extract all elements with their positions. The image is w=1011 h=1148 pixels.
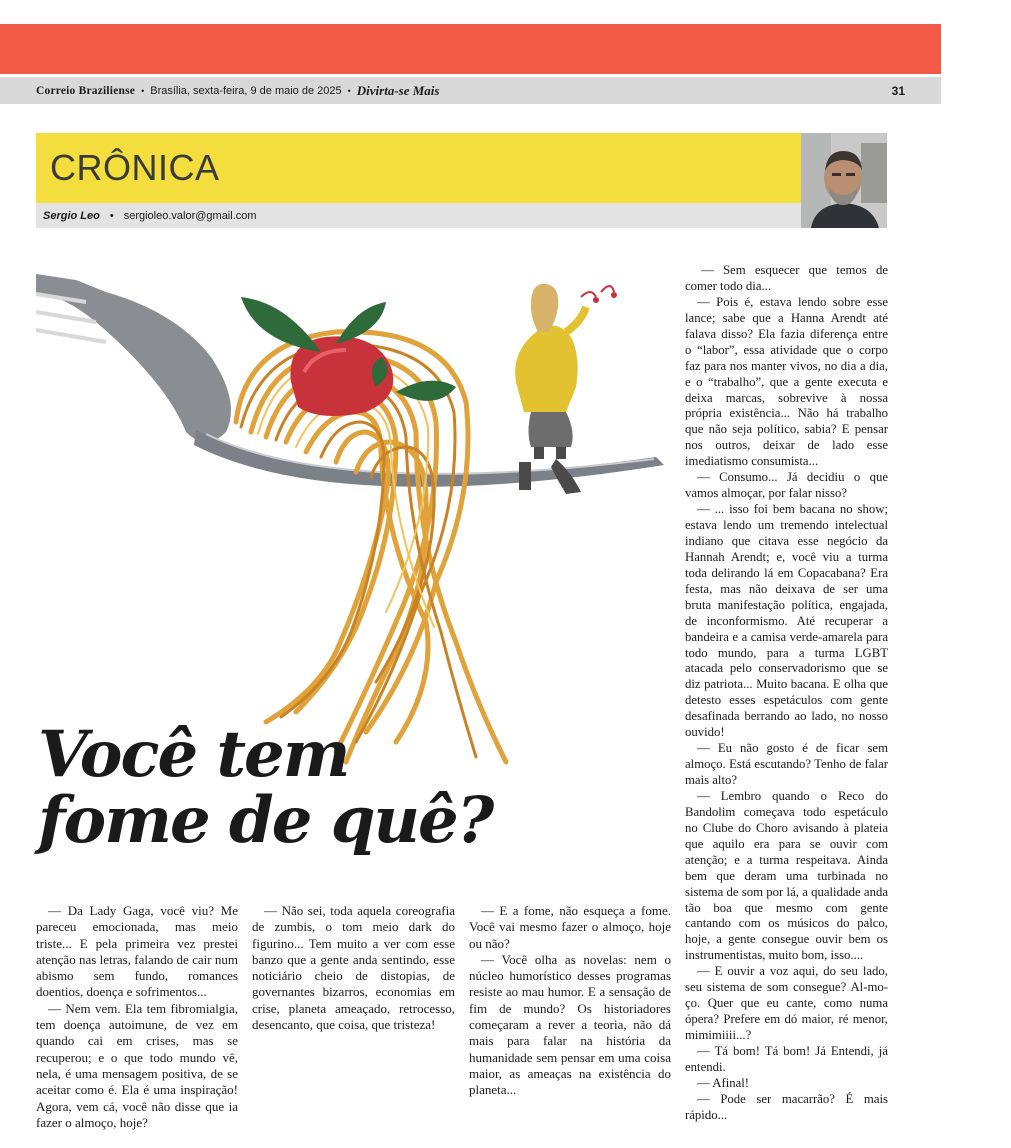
author-byline	[36, 203, 801, 228]
article-paragraph: — Sem esquecer que temos de comer todo dia...	[685, 263, 888, 293]
bullet-separator: •	[109, 209, 114, 222]
text-column-1	[36, 903, 238, 1131]
author-photo	[801, 133, 887, 228]
music-note-icon	[581, 286, 614, 297]
author-portrait-image	[801, 133, 887, 228]
article-paragraph: — Não sei, toda aquela coreografia de zumbis, o tom meio dark do figurino... Tem muito a ver com esse banzo que a gente anda sentindo, esse noticiário cheio de distopias, de governantes bizarros, economias em crise, planeta ameaçado, retrocesso, desencanto, que coisa, que tristeza!	[252, 903, 455, 1033]
headline-line-2: fome de quê?	[38, 783, 493, 858]
dateline: Brasília, sexta-feira, 9 de maio de 2025	[150, 84, 342, 97]
article-paragraph: — Da Lady Gaga, você viu? Me pareceu emocionada, mas meio triste... E pela primeira vez prestei atenção nas letras, falando de cair num abismo sem fundo, romances doentios, doença e sofrimentos...	[36, 903, 238, 1000]
article-paragraph: — Nem vem. Ela tem fibromialgia, tem doença autoimune, de vez em quando cai em crises, mas se recuperou; e o que todo mundo vê, nela, é uma mensagem positiva, de se aceitar como é. Ela é uma inspiração! Agora, vem cá, você não disse que ia fazer o almoço, hoje?	[36, 1000, 238, 1130]
article-paragraph: — Afinal!	[697, 1075, 750, 1090]
column-label: CRÔNICA	[50, 147, 220, 188]
article-paragraph: — Você olha as novelas: nem o núcleo humorístico desses programas resiste ao mau humor. E a sensação de fim de mundo? Os historiadores começaram a rever a teoria, não dá mais para falar na história da humanidade sem pensar em uma coisa maior, as ameaças na existência do planeta...	[469, 951, 671, 1098]
article-paragraph: — ... isso foi bem bacana no show; estava lendo um tremendo intelectual indiano que citava esse negócio da Hannah Arendt; e, você viu a turma toda delirando lá em Copacabana? Era festa, mas não deixava de ser uma bruta manifestação política, engajada, de inconformismo. Até recuperar a bandeira e a camisa verde-amarela para todo mundo, para a turma LGBT atacada pelo conservadorismo que se diz patriota... Muito bacana. E olha que detesto esses espetáculos com gente desafinada berrando ao lado, no nosso ouvido!	[685, 502, 888, 740]
singer-figure-icon	[515, 284, 586, 494]
article-paragraph: — Eu não gosto é de ficar sem almoço. Está escutando? Tenho de falar mais alto?	[685, 741, 888, 787]
bullet-separator: •	[347, 85, 351, 96]
column-label-box	[36, 133, 801, 203]
page-info-bar	[0, 77, 941, 104]
article-paragraph: — E ouvir a voz aqui, do seu lado, seu sistema de som consegue? Al-mo-ço. Quer que eu cante, como numa ópera? Prefere em dó maior, ré menor, mimimiiii...?	[685, 964, 888, 1042]
page-number: 31	[891, 83, 905, 98]
author-email[interactable]: sergioleo.valor@gmail.com	[123, 209, 257, 222]
article-paragraph: — Lembro quando o Reco do Bandolim começava todo espetáculo no Clube do Choro avisando à plateia que aquilo era para se ouvir com atenção; e a turma respeitava. Ainda bem que deram uma turbinada no sistema de som por lá, a qualidade anda tão boa que mesmo com gente cantando com os músicos do palco, hoje, a gente consegue ouvir bem os instrumentistas, muito bom, isso....	[685, 788, 888, 963]
text-column-3	[469, 903, 671, 1099]
newspaper-name: Correio Braziliense	[36, 84, 136, 97]
article-headline	[38, 717, 558, 858]
article-paragraph: — Pode ser macarrão? É mais rápido...	[685, 1091, 888, 1122]
text-column-4	[685, 263, 888, 1124]
header-color-band	[0, 24, 941, 74]
section-name: Divirta-se Mais	[356, 82, 440, 98]
author-name: Sergio Leo	[43, 209, 100, 222]
article-paragraph: — Tá bom! Tá bom! Já Entendi, já entendi.	[685, 1043, 888, 1074]
bullet-separator: •	[141, 85, 145, 96]
text-column-2	[252, 903, 455, 1033]
article-paragraph: — Consumo... Já decidiu o que vamos almoçar, por falar nisso?	[685, 470, 888, 501]
headline-line-1: Você tem	[38, 717, 349, 792]
article-paragraph: — E a fome, não esqueça a fome. Você vai mesmo fazer o almoço, hoje ou não?	[469, 903, 671, 951]
spaghetti-fork-illustration	[36, 262, 696, 792]
article-paragraph: — Pois é, estava lendo sobre esse lance; sabe que a Hanna Arendt até falava disso? Ela fazia diferença entre o “labor”, essa atividade que o corpo faz para nos manter vivos, no dia a dia, e o “trabalho”, que a gente executa e deixa marcas, sobrevive à nossa própria existência... Não há trabalho que não seja político, sabia? E pensar nos outros, deixar de lado esse imediatismo consumista...	[685, 294, 888, 469]
